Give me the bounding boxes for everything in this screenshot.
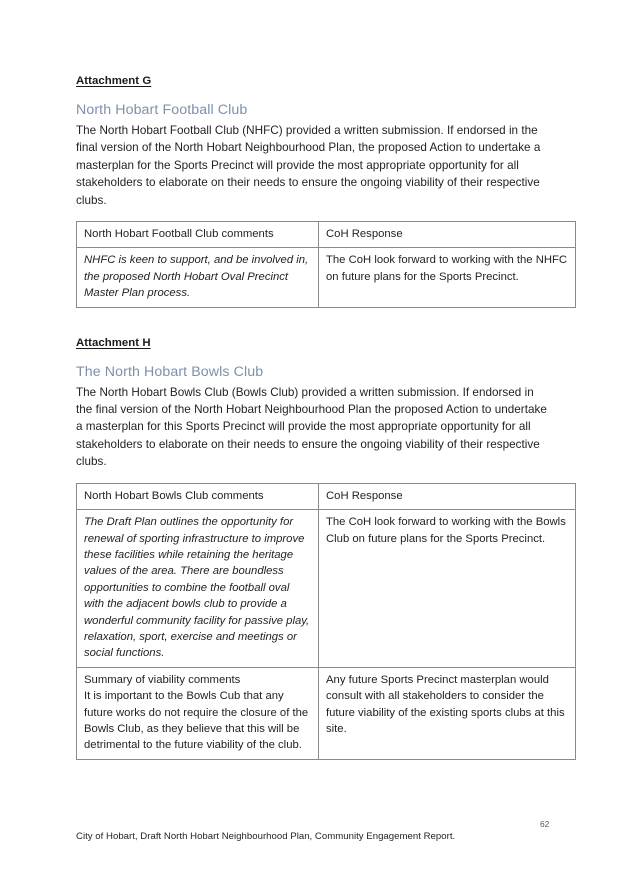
section-intro-paragraph-g: The North Hobart Football Club (NHFC) provided a written submission. If endorsed in the final version of the North Hobart Neighbourhood Plan, the proposed Action to undertake a masterplan for the Sports Precinct will provide the most appropriate opportunity for all stakeholders to elaborate on their needs to ensure the ongoing viability of their respective clubs. — [76, 124, 541, 207]
bowls-club-comments-table — [76, 483, 576, 760]
footer-text: City of Hobart, Draft North Hobart Neighbourhood Plan, Community Engagement Report. — [76, 831, 456, 842]
spacer — [76, 308, 547, 336]
attachment-label-g: Attachment G — [76, 75, 152, 87]
table-header-response-g: CoH Response — [319, 222, 576, 248]
summary-body: It is important to the Bowls Cub that any future works do not require the closure of the Bowls Club, as they believe that this will be detrimental to the future viability of the club. — [84, 690, 309, 752]
table-row — [77, 248, 576, 307]
table-cell-comment-g-1: NHFC is keen to support, and be involved in, the proposed North Hobart Oval Precinct Master Plan process. — [77, 248, 319, 307]
football-club-comments-table — [76, 221, 576, 308]
table-row — [77, 510, 576, 668]
page-number: 62 — [540, 819, 550, 829]
table-cell-comment-h-1: The Draft Plan outlines the opportunity for renewal of sporting infrastructure to improve these facilities while retaining the heritage values of the area. There are boundless opportunities to combine the football oval with the adjacent bowls club to provide a wonderful community facility for passive play, relaxation, sport, exercise and meetings or social functions. — [77, 510, 319, 668]
table-header-comments-g: North Hobart Football Club comments — [77, 222, 319, 248]
table-row-summary — [77, 667, 576, 759]
document-content — [76, 74, 568, 760]
section-heading-bowls-club: The North Hobart Bowls Club — [76, 363, 264, 380]
spacer — [76, 209, 547, 221]
table-header-response-h: CoH Response — [319, 483, 576, 509]
table-header-row — [77, 222, 576, 248]
table-header-row — [77, 483, 576, 509]
spacer — [76, 471, 547, 483]
section-intro-paragraph-h: The North Hobart Bowls Club (Bowls Club) provided a written submission. If endorsed in the final version of the North Hobart Neighbourhood Plan the proposed Action to undertake a masterplan for this Sports Precinct will provide the most appropriate opportunity for all stakeholders to elaborate on their needs to ensure the ongoing viability of their respective clubs. — [76, 385, 547, 469]
attachment-label-h: Attachment H — [76, 336, 151, 349]
section-heading-football-club: North Hobart Football Club — [76, 102, 248, 118]
section-attachment-h — [76, 336, 566, 760]
table-cell-response-h-1: The CoH look forward to working with the Bowls Club on future plans for the Sports Precinct. — [319, 510, 576, 668]
table-cell-summary-h — [77, 667, 319, 759]
table-header-comments-h: North Hobart Bowls Club comments — [77, 483, 319, 509]
table-cell-response-h-2: Any future Sports Precinct masterplan would consult with all stakeholders to consider the future viability of the existing sports clubs at this site. — [319, 667, 576, 759]
table-cell-response-g-1: The CoH look forward to working with the NHFC on future plans for the Sports Precinct. — [319, 248, 576, 307]
section-attachment-g — [76, 74, 568, 308]
summary-title: Summary of viability comments — [84, 673, 241, 686]
